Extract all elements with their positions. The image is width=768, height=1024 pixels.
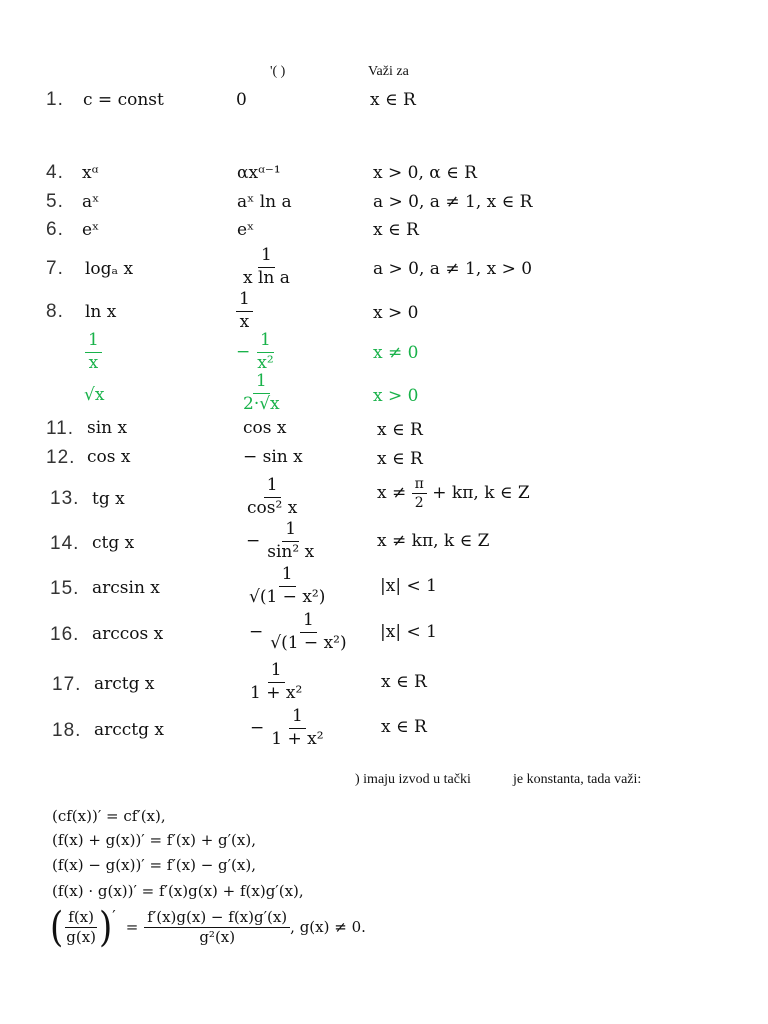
function: c = const <box>83 90 164 110</box>
row-number: 6. <box>46 219 64 240</box>
rule-difference: (f(x) − g(x))′ = f′(x) − g′(x), <box>52 856 256 874</box>
right-paren: ) <box>99 903 113 952</box>
rule-constant-factor: (cf(x))′ = cf′(x), <box>52 807 166 825</box>
derivative: cos x <box>243 418 287 438</box>
function: arctg x <box>94 674 155 694</box>
row-number: 1. <box>46 89 64 110</box>
minus-sign: − <box>236 342 251 363</box>
row-number: 16. <box>50 624 80 645</box>
function: ln x <box>85 302 117 322</box>
derivative <box>240 246 293 288</box>
function: eˣ <box>82 220 100 240</box>
derivative <box>236 290 253 332</box>
row-number: 14. <box>50 533 80 554</box>
function: cos x <box>87 447 131 467</box>
function: tg x <box>92 489 125 509</box>
condition-prefix: x ≠ <box>377 483 407 504</box>
row-number: 18. <box>52 720 82 741</box>
denominator: 2·√x <box>243 393 280 414</box>
minus-sign: − <box>249 622 264 643</box>
numerator: f′(x)g(x) − f(x)g′(x) <box>144 909 290 928</box>
derivative: − sin x <box>243 447 303 467</box>
denominator: x <box>239 311 250 332</box>
derivative: 0 <box>236 90 247 110</box>
note-text-2: je konstanta, tada važi: <box>513 772 642 787</box>
function: √x <box>84 385 105 405</box>
function: xᵅ <box>82 163 99 183</box>
denominator: 1 + x² <box>250 682 303 703</box>
derivative <box>244 476 300 518</box>
rule-sum: (f(x) + g(x))′ = f′(x) + g′(x), <box>52 831 256 849</box>
denominator: √(1 − x²) <box>270 632 347 653</box>
derivative <box>236 331 277 373</box>
condition: |x| < 1 <box>380 576 437 596</box>
numerator: f(x) <box>65 909 97 928</box>
row-number: 8. <box>46 301 64 322</box>
numerator: 1 <box>264 476 281 498</box>
denominator: 1 + x² <box>271 728 324 749</box>
prime-mark: ′ <box>112 907 116 926</box>
condition: x ∈ R <box>381 672 427 692</box>
derivative <box>247 661 305 703</box>
note-text-1: ) imaju izvod u tački <box>355 772 471 787</box>
derivative <box>246 520 317 562</box>
rule-product: (f(x) · g(x))′ = f′(x)g(x) + f(x)g′(x), <box>52 882 304 900</box>
row-number: 7. <box>46 258 64 279</box>
left-paren: ( <box>50 903 64 952</box>
function: logₐ x <box>85 259 134 279</box>
denominator: sin² x <box>267 541 315 562</box>
derivative: eˣ <box>237 220 255 240</box>
row-number: 12. <box>46 447 76 468</box>
header-valid-for: Važi za <box>368 64 409 79</box>
condition: x ≠ kπ, k ∈ Z <box>377 531 490 551</box>
function: arccos x <box>92 624 164 644</box>
equals-sign: = <box>125 918 139 937</box>
condition-suffix: + kπ, k ∈ Z <box>432 483 530 504</box>
derivative <box>240 372 283 414</box>
numerator: 1 <box>282 520 299 542</box>
derivative <box>246 565 328 607</box>
condition: x ≠ 0 <box>373 343 419 363</box>
header-derivative: '( ) <box>270 64 286 79</box>
function: aˣ <box>82 192 100 212</box>
denominator: x <box>88 352 99 373</box>
condition: x > 0 <box>373 386 419 406</box>
numerator: 1 <box>279 565 296 587</box>
function: arcsin x <box>92 578 160 598</box>
minus-sign: − <box>246 531 261 552</box>
denominator: √(1 − x²) <box>249 586 326 607</box>
derivative <box>249 611 350 653</box>
condition: x ∈ R <box>377 449 423 469</box>
condition: x ∈ R <box>370 90 416 110</box>
quotient-condition: , g(x) ≠ 0. <box>290 918 366 937</box>
numerator: π <box>412 476 427 494</box>
denominator: 2 <box>414 495 424 512</box>
minus-sign: − <box>250 718 265 739</box>
numerator: 1 <box>300 611 317 633</box>
condition: x > 0, α ∈ R <box>373 163 477 183</box>
condition: |x| < 1 <box>380 622 437 642</box>
row-number: 11. <box>46 418 75 439</box>
numerator: 1 <box>258 246 275 268</box>
condition: x ∈ R <box>377 420 423 440</box>
numerator: 1 <box>253 372 270 394</box>
derivative: αxᵅ⁻¹ <box>237 163 281 183</box>
row-number: 4. <box>46 162 64 183</box>
denominator: g²(x) <box>199 928 236 947</box>
function: ctg x <box>92 533 135 553</box>
numerator: 1 <box>257 331 274 353</box>
function: sin x <box>87 418 128 438</box>
row-number: 5. <box>46 191 64 212</box>
function: arcctg x <box>94 720 165 740</box>
condition: x > 0 <box>373 303 419 323</box>
row-number: 17. <box>52 674 82 695</box>
function <box>85 331 102 373</box>
numerator: 1 <box>289 707 306 729</box>
condition: x ∈ R <box>373 220 419 240</box>
derivative <box>250 707 327 749</box>
numerator: 1 <box>268 661 285 683</box>
denominator: x² <box>257 352 274 373</box>
condition: a > 0, a ≠ 1, x > 0 <box>373 259 533 279</box>
row-number: 13. <box>50 488 80 509</box>
denominator: g(x) <box>66 928 97 947</box>
numerator: 1 <box>85 331 102 353</box>
numerator: 1 <box>236 290 253 312</box>
rule-quotient <box>50 903 366 952</box>
condition: x ∈ R <box>381 717 427 737</box>
derivative: aˣ ln a <box>237 192 292 212</box>
condition: a > 0, a ≠ 1, x ∈ R <box>373 192 533 212</box>
denominator: x ln a <box>243 267 290 288</box>
condition <box>377 476 530 511</box>
denominator: cos² x <box>247 497 298 518</box>
row-number: 15. <box>50 578 80 599</box>
